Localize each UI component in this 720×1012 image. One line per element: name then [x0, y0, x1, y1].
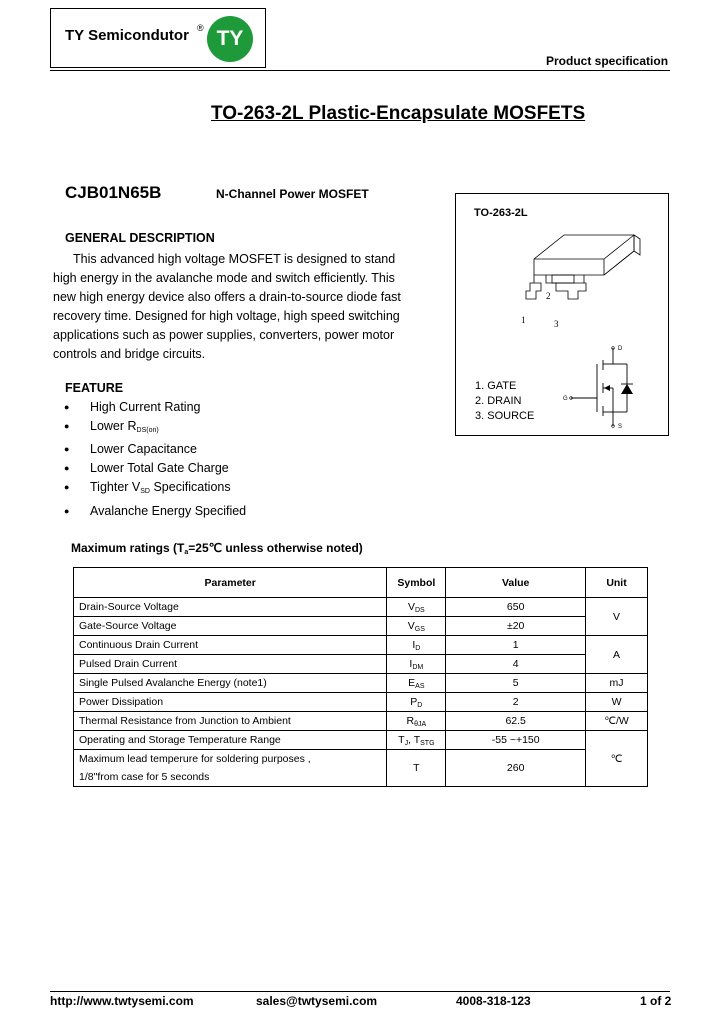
table-row: Operating and Storage Temperature Range $T_J$, $T_{STG}$ -55 ~+150 ℃ [74, 731, 648, 750]
package-title: TO-263-2L [474, 207, 528, 219]
unit-cell: mJ [586, 674, 648, 693]
svg-text:S: S [618, 424, 623, 430]
svg-text:1: 1 [521, 315, 526, 325]
email-link[interactable]: sales@twtysemi.com [256, 994, 378, 1008]
unit-cell: A [586, 636, 648, 674]
unit-cell: W [586, 693, 648, 712]
column-header: Symbol [387, 568, 446, 598]
column-header: Parameter [74, 568, 387, 598]
table-row: Continuous Drain Current $I_D$ 1 A [74, 636, 648, 655]
feature-item: ● High Current Rating [64, 398, 246, 417]
package-box [455, 193, 669, 436]
table-row: Maximum lead temperure for soldering purposes , 1/8"from case for 5 seconds T 260 [74, 750, 648, 787]
feature-item: ● Lower Capacitance [64, 440, 246, 459]
pin-item: 1. GATE [475, 380, 517, 392]
pin-item: 2. DRAIN [475, 395, 522, 407]
svg-text:3: 3 [554, 319, 559, 329]
table-row: Single Pulsed Avalanche Energy (note1) $E_{AS}$ 5 mJ [74, 674, 648, 693]
package-drawing-icon [516, 229, 646, 334]
feature-item: ● Tighter $V_{SD}$ Specifications [64, 478, 246, 502]
product-specification-label: Product specification [546, 54, 669, 68]
table-row: Thermal Resistance from Junction to Ambient $R_{\theta JA}$ 62.5 ℃/W [74, 712, 648, 731]
table-row: Power Dissipation $P_D$ 2 W [74, 693, 648, 712]
svg-text:D: D [618, 346, 623, 352]
table-row: Drain-Source Voltage $V_{DS}$ 650 V [74, 598, 648, 617]
part-description: N-Channel Power MOSFET [216, 187, 369, 201]
page-number: 1 of 2 [640, 994, 672, 1008]
column-header: Unit [586, 568, 648, 598]
part-number: CJB01N65B [65, 183, 162, 202]
feature-item: ● Lower $R_{DS(on)}$ [64, 417, 246, 441]
mosfet-symbol-icon [561, 342, 661, 430]
column-header: Value [446, 568, 586, 598]
general-description-text: This advanced high voltage MOSFET is designed to stand high energy in the avalanche mode and switch efficiently. This new high energy device also offers a drain-to-source diode fast recovery time. Designed for high voltage, high speed switching applications such as power supplies, converters, power motor controls and bridge circuits. [53, 252, 401, 361]
feature-item: ● Avalanche Energy Specified [64, 502, 246, 521]
pin-item: 3. SOURCE [475, 410, 535, 422]
document-title: TO-263-2L Plastic-Encapsulate MOSFETS [211, 103, 586, 124]
table-row: Gate-Source Voltage $V_{GS}$ ±20 [74, 617, 648, 636]
pin-list [475, 379, 534, 424]
logo-badge: TY [207, 16, 253, 62]
footer-divider [50, 991, 670, 992]
max-ratings-heading: Maximum ratings ($T_a=25℃$ unless otherwise noted) [71, 541, 363, 556]
feature-heading: FEATURE [65, 381, 124, 395]
company-logo [50, 8, 266, 68]
header-divider [50, 70, 670, 71]
unit-cell: ℃ [586, 731, 648, 787]
table-row: Pulsed Drain Current $I_{DM}$ 4 [74, 655, 648, 674]
general-description-heading: GENERAL DESCRIPTION [65, 231, 215, 245]
unit-cell: V [586, 598, 648, 636]
max-ratings-table [73, 567, 648, 787]
unit-cell: ℃/W [586, 712, 648, 731]
registered-mark: ® [197, 23, 204, 33]
company-name: TY Semicondutor [65, 27, 189, 44]
phone-number: 4008-318-123 [456, 994, 531, 1008]
website-link[interactable]: http://www.twtysemi.com [50, 994, 194, 1008]
table-header-row [74, 568, 648, 598]
svg-text:G: G [563, 396, 568, 402]
feature-list [64, 398, 246, 520]
svg-text:2: 2 [546, 291, 551, 301]
feature-item: ● Lower Total Gate Charge [64, 459, 246, 478]
